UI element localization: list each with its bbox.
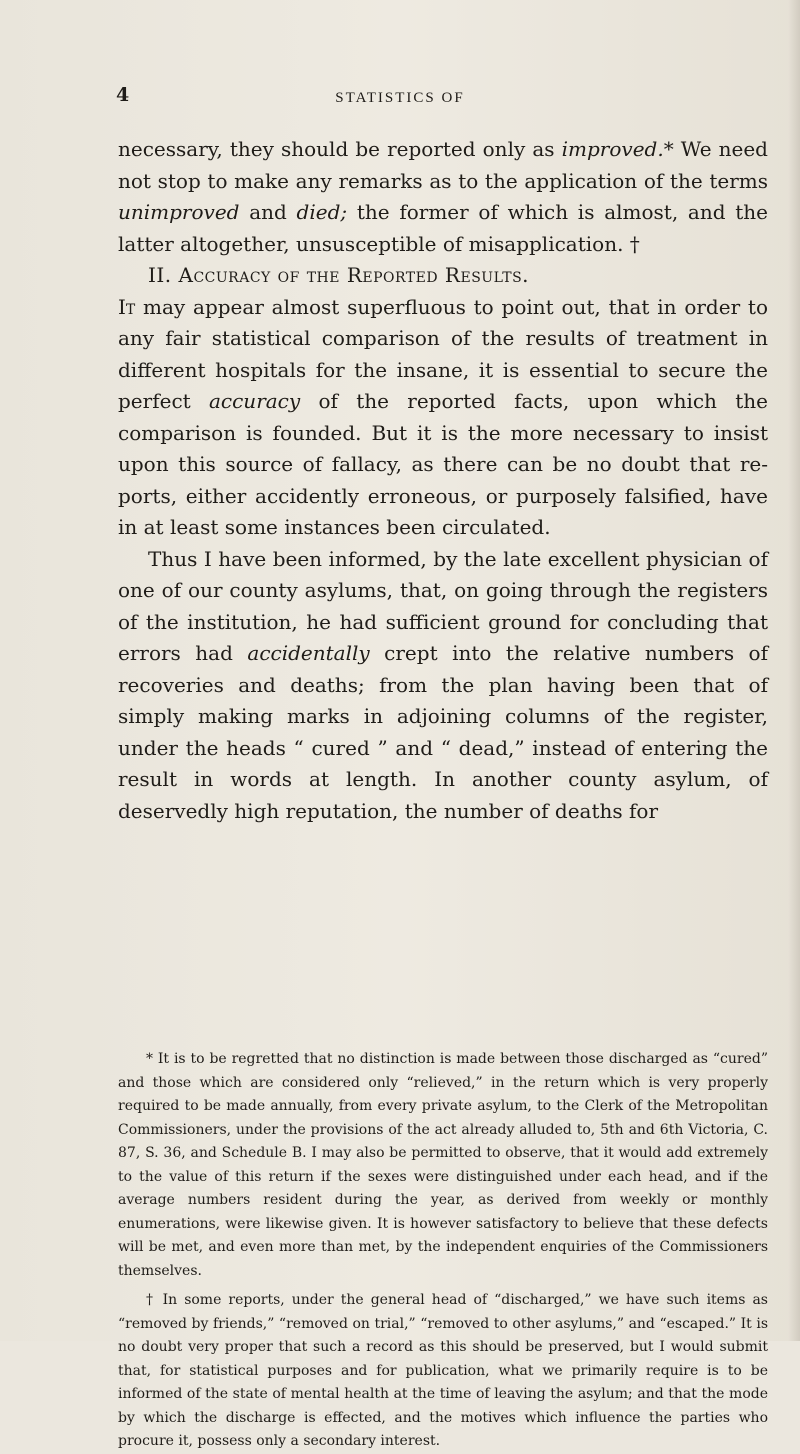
body-text	[118, 134, 768, 827]
p2-text-1: may appear almost superfluous to point out, that in order to any fair statistical comparison of the results of treatment in different hospitals for the insane, it is essential to secure the perfect	[118, 294, 768, 413]
p3-text-2: crept into the relative numbers of recoveries and deaths; from the plan having been that of simply making marks in adjoining columns of the register, under the heads “ cured ” and “ dead,” instead of entering the result in words at length. In another county asylum, of deservedly high reputation, the number of deaths for	[118, 641, 768, 823]
running-head: STATISTICS OF	[335, 90, 465, 106]
paragraph-3	[118, 544, 768, 828]
page-edge-shadow	[788, 0, 800, 1341]
p2-text-2: of the reported facts, upon which the comparison is founded. But it is the more necessary to insist upon this source of fallacy, as there can be no doubt that reports, either accidently erroneous, or purposely falsified, have in at least some instances been circulated.	[118, 389, 768, 539]
footnote-2: † In some reports, under the general head of “discharged,” we have such items as “removed by friends,” “removed on trial,” “removed to other asylums,” and “escaped.” It is no doubt very proper that such a record as this should be preserved, but I would submit that, for statistical purposes and for publication, what we primarily require is to be informed of the state of mental health at the time of leaving the asylum; and that the mode by which the discharge is effected, and the motives which influence the parties who procure it, possess only a secondary interest.	[118, 1292, 768, 1449]
p1-em-unimproved: unimproved	[118, 200, 240, 224]
section-heading: II. Accuracy of the Reported Results.	[148, 263, 530, 287]
paragraph-2	[118, 292, 768, 544]
p1-text-4: the former of which is almost, and the latter altogether, unsusceptible of misapplication. †	[118, 200, 769, 256]
footnote-1: * It is to be regretted that no distinction is made between those discharged as “cured” and those which are considered only “relieved,” in the return which is very properly required to be made annually, from every private asylum, to the Clerk of the Metropolitan Commissioners, under the provisions of the act already alluded to, 5th and 6th Victoria, C. 87, S. 36, and Schedule B. I may also be permitted to observe, that it would add extremely to the value of this return if the sexes were distinguished under each head, and if the average numbers resident during the year, as derived from weekly or monthly enumerations, were likewise given. It is however satisfactory to believe that these defects will be met, and even more than met, by the independent enquiries of the Commissioners themselves.	[118, 1051, 768, 1279]
paragraph-1	[118, 134, 768, 260]
p1-em-improved: improved.	[561, 137, 664, 161]
p3-text-1: Thus I have been informed, by the late excellent physician of one of our county asylums, that, on going through the registers of the institution, he had sufficient ground for concluding that errors had	[118, 546, 768, 665]
page-header	[0, 84, 800, 114]
p1-text-2: * We need not stop to make any remarks as to the application of the terms	[118, 137, 768, 193]
p1-em-died: died;	[296, 200, 348, 224]
p2-em-accuracy: accuracy	[208, 389, 301, 413]
page-number: 4	[116, 84, 130, 106]
p3-em-accidentally: accidentally	[247, 641, 370, 665]
p2-first-word: It	[118, 294, 136, 319]
p1-text-3: and	[239, 200, 297, 224]
footnotes	[118, 1048, 768, 1454]
p1-text-1: necessary, they should be reported only as	[118, 137, 562, 161]
